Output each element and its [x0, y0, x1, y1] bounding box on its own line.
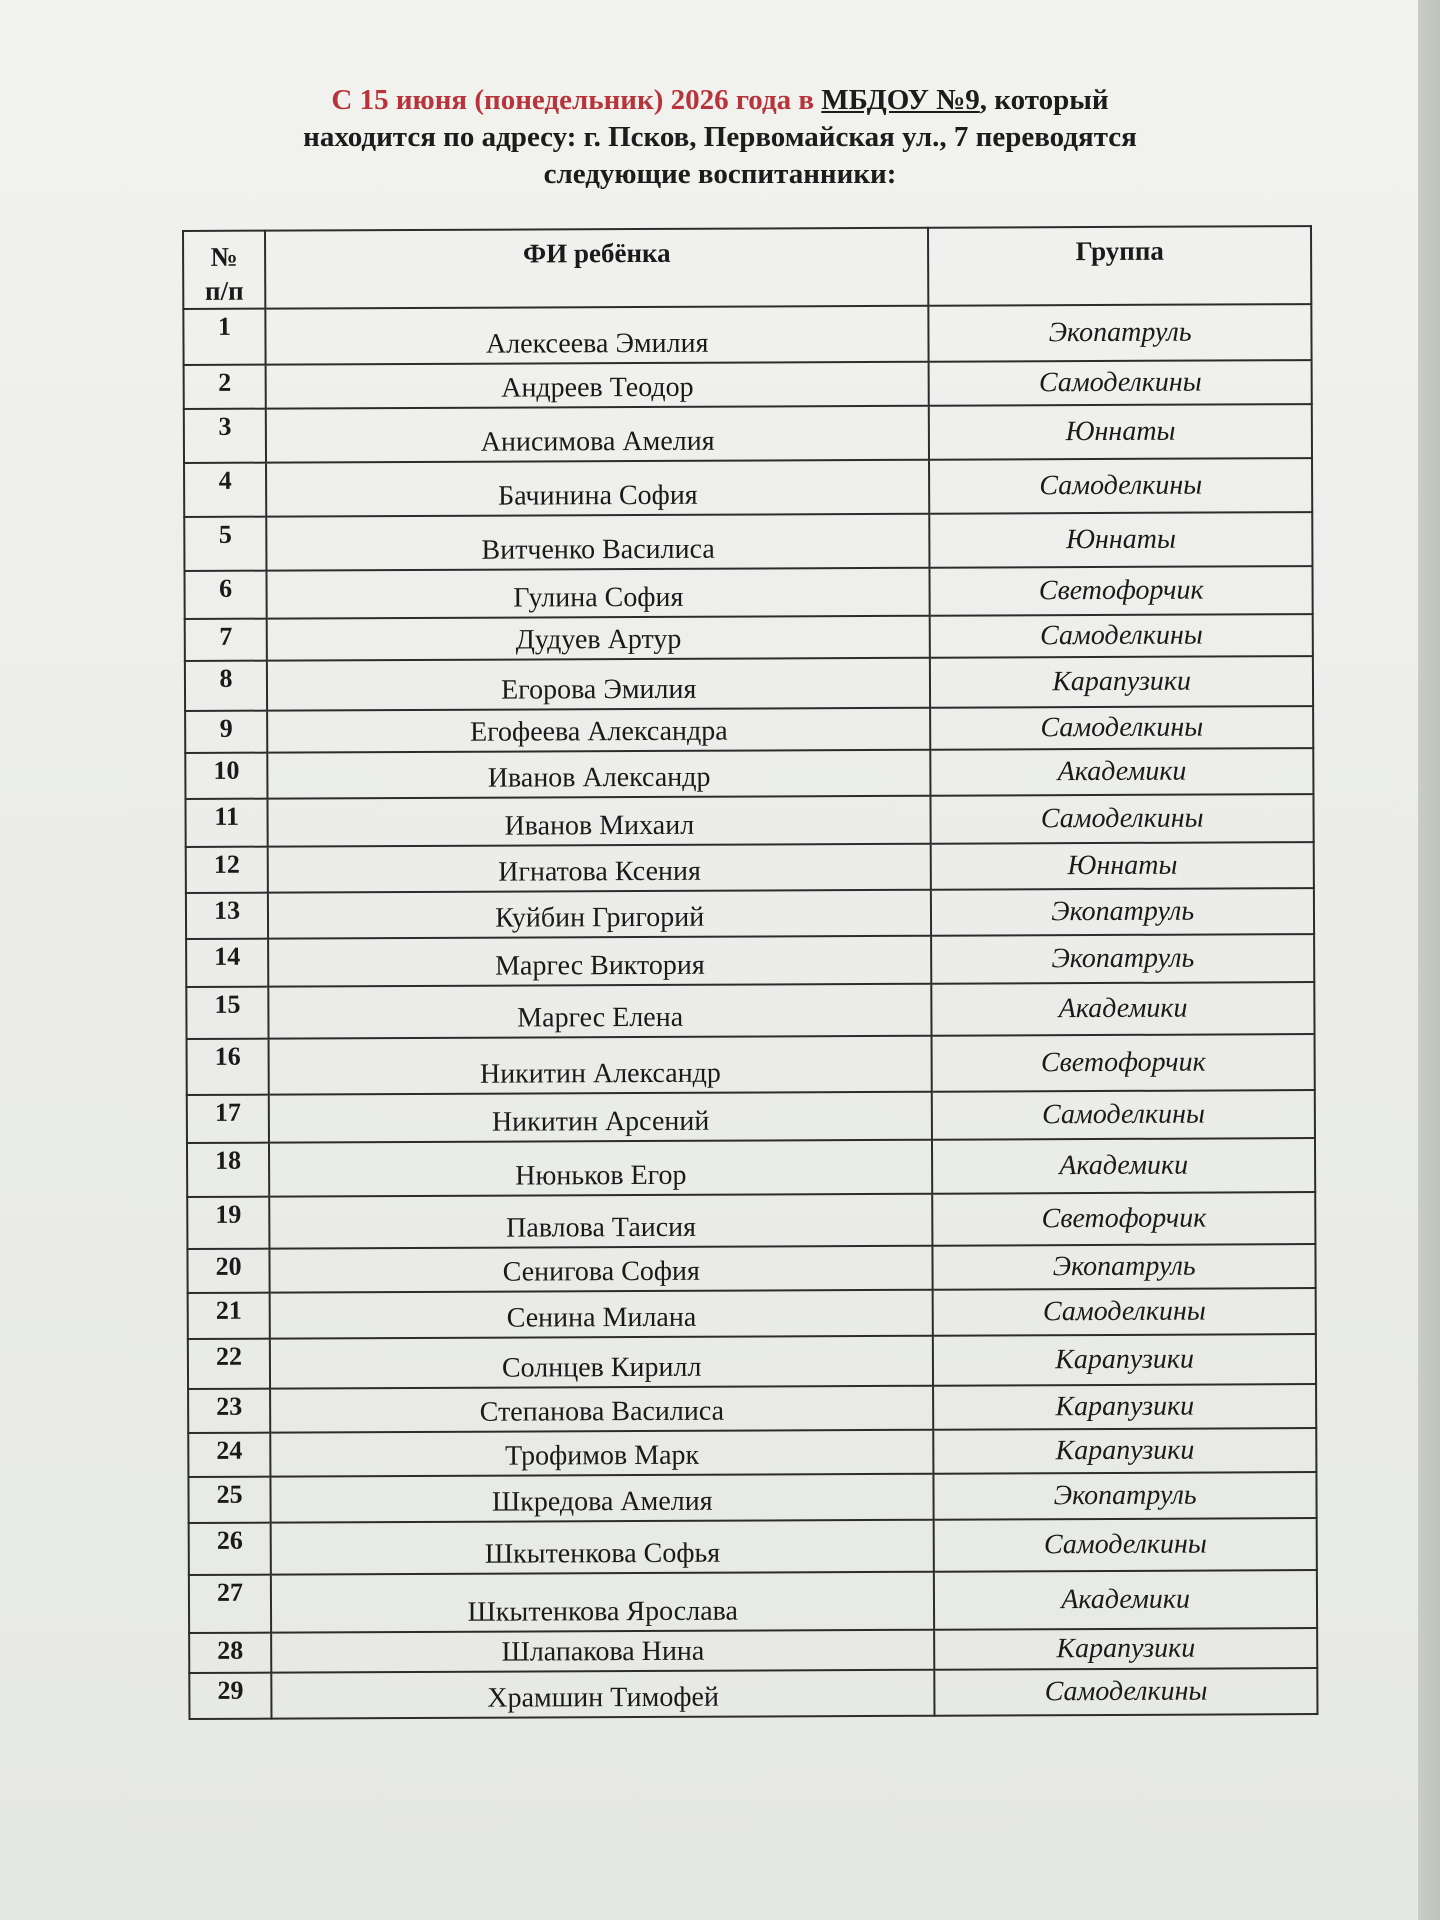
- child-name: Солнцев Кирилл: [270, 1336, 933, 1389]
- group-name: Карапузики: [933, 1334, 1316, 1386]
- row-number: 29: [189, 1673, 271, 1719]
- child-name: Игнатова Ксения: [268, 844, 931, 893]
- child-name: Никитин Александр: [269, 1036, 932, 1095]
- group-name: Юннаты: [929, 404, 1312, 460]
- table-row: [185, 748, 1313, 799]
- row-number: 10: [185, 753, 267, 799]
- column-header-name: ФИ ребёнка: [265, 228, 929, 309]
- column-header-number-line2: п/п: [204, 275, 244, 306]
- child-name: Шлапакова Нина: [271, 1630, 934, 1673]
- group-name: Экопатруль: [931, 888, 1314, 936]
- table-row: [184, 512, 1312, 571]
- row-number: 20: [187, 1249, 269, 1293]
- row-number: 28: [189, 1633, 271, 1673]
- child-name: Иванов Александр: [267, 750, 930, 799]
- table-header-row: [183, 226, 1311, 309]
- child-name: Шкытенкова Софья: [271, 1520, 934, 1575]
- table-row: [186, 982, 1314, 1039]
- table-row: [185, 656, 1313, 711]
- table-row: [185, 614, 1313, 661]
- table-row: [187, 1192, 1315, 1249]
- table-row: [184, 360, 1312, 409]
- document-heading: [150, 82, 1290, 193]
- table-row: [188, 1334, 1316, 1389]
- child-name: Маргес Елена: [268, 984, 931, 1039]
- table-row: [187, 1138, 1315, 1197]
- child-name: Егорова Эмилия: [267, 658, 930, 711]
- table-row: [189, 1668, 1317, 1719]
- group-name: Экопатруль: [934, 1472, 1317, 1520]
- table-row: [184, 404, 1312, 463]
- row-number: 26: [189, 1523, 271, 1575]
- table-row: [186, 934, 1314, 987]
- table-row: [187, 1034, 1315, 1095]
- child-name: Дудуев Артур: [267, 616, 930, 661]
- row-number: 17: [187, 1095, 269, 1143]
- table-row: [184, 458, 1312, 517]
- child-name: Никитин Арсений: [269, 1092, 932, 1143]
- group-name: Академики: [932, 1138, 1315, 1194]
- heading-line-1-rest: , который: [979, 84, 1109, 116]
- child-name: Степанова Василиса: [270, 1386, 933, 1433]
- row-number: 6: [184, 571, 266, 619]
- row-number: 14: [186, 939, 268, 987]
- group-name: Экопатруль: [933, 1244, 1316, 1290]
- group-name: Карапузики: [934, 1428, 1317, 1474]
- child-name: Алексеева Эмилия: [265, 306, 928, 365]
- group-name: Самоделкины: [932, 1090, 1315, 1140]
- row-number: 23: [188, 1389, 270, 1433]
- table-row: [188, 1288, 1316, 1339]
- row-number: 25: [188, 1477, 270, 1523]
- child-name: Гулина София: [267, 568, 930, 619]
- table-row: [189, 1518, 1317, 1575]
- heading-institution: МБДОУ №9: [821, 84, 980, 116]
- child-name: Храмшин Тимофей: [271, 1670, 934, 1719]
- row-number: 8: [185, 661, 267, 711]
- pupils-table: [182, 225, 1318, 1720]
- child-name: Анисимова Амелия: [266, 406, 929, 463]
- table-row: [186, 842, 1314, 893]
- row-number: 15: [186, 987, 268, 1039]
- table-row: [188, 1428, 1316, 1477]
- group-name: Самоделкины: [933, 1288, 1316, 1336]
- row-number: 2: [184, 365, 266, 409]
- table-row: [188, 1472, 1316, 1523]
- row-number: 4: [184, 463, 266, 517]
- group-name: Самоделкины: [930, 614, 1313, 658]
- child-name: Трофимов Марк: [270, 1430, 933, 1477]
- row-number: 22: [188, 1339, 270, 1389]
- child-name: Павлова Таисия: [269, 1194, 932, 1249]
- table-row: [188, 1384, 1316, 1433]
- table-row: [187, 1244, 1315, 1293]
- child-name: Иванов Михаил: [268, 796, 931, 847]
- child-name: Нюньков Егор: [269, 1140, 932, 1197]
- group-name: Светофорчик: [930, 566, 1313, 616]
- row-number: 19: [187, 1197, 269, 1249]
- child-name: Андреев Теодор: [266, 362, 929, 409]
- row-number: 13: [186, 893, 268, 939]
- child-name: Сенигова София: [270, 1246, 933, 1293]
- group-name: Самоделкины: [931, 794, 1314, 844]
- group-name: Академики: [934, 1570, 1317, 1630]
- group-name: Самоделкины: [930, 706, 1313, 750]
- child-name: Куйбин Григорий: [268, 890, 931, 939]
- row-number: 16: [187, 1039, 269, 1095]
- child-name: Маргес Виктория: [268, 936, 931, 987]
- group-name: Карапузики: [930, 656, 1313, 708]
- group-name: Карапузики: [934, 1628, 1317, 1670]
- row-number: 21: [188, 1293, 270, 1339]
- group-name: Самоделкины: [934, 1518, 1317, 1572]
- row-number: 7: [185, 619, 267, 661]
- table-row: [186, 888, 1314, 939]
- child-name: Егофеева Александра: [267, 708, 930, 753]
- group-name: Светофорчик: [933, 1192, 1316, 1246]
- table-row: [183, 304, 1311, 365]
- heading-line-2: находится по адресу: г. Псков, Первомайская ул., 7 переводятся: [303, 121, 1137, 153]
- heading-line-1: [150, 82, 1290, 119]
- sheet-edge: [1418, 0, 1440, 1920]
- table-row: [189, 1570, 1317, 1633]
- row-number: 3: [184, 409, 266, 463]
- group-name: Карапузики: [933, 1384, 1316, 1430]
- group-name: Самоделкины: [935, 1668, 1318, 1716]
- table-row: [189, 1628, 1317, 1673]
- row-number: 12: [186, 847, 268, 893]
- group-name: Академики: [931, 748, 1314, 796]
- child-name: Шкытенкова Ярослава: [271, 1572, 934, 1633]
- heading-line-3: следующие воспитанники:: [543, 158, 897, 190]
- group-name: Экопатруль: [929, 304, 1312, 362]
- group-name: Самоделкины: [929, 458, 1312, 514]
- table-row: [187, 1090, 1315, 1143]
- row-number: 9: [185, 711, 267, 753]
- child-name: Бачинина София: [266, 460, 929, 517]
- child-name: Витченко Василиса: [266, 514, 929, 571]
- row-number: 11: [185, 799, 267, 847]
- table-row: [185, 706, 1313, 753]
- child-name: Шкредова Амелия: [271, 1474, 934, 1523]
- group-name: Экопатруль: [931, 934, 1314, 984]
- row-number: 24: [188, 1433, 270, 1477]
- group-name: Самоделкины: [929, 360, 1312, 406]
- group-name: Юннаты: [930, 512, 1313, 568]
- row-number: 5: [184, 517, 266, 571]
- column-header-number: [183, 231, 265, 309]
- group-name: Юннаты: [931, 842, 1314, 890]
- row-number: 1: [183, 309, 265, 365]
- child-name: Сенина Милана: [270, 1290, 933, 1339]
- heading-date-text: С 15 июня (понедельник) 2026 года в: [331, 84, 822, 116]
- column-header-group: Группа: [928, 226, 1311, 306]
- column-header-number-line1: №: [210, 241, 238, 272]
- row-number: 27: [189, 1575, 271, 1633]
- group-name: Светофорчик: [932, 1034, 1315, 1092]
- group-name: Академики: [932, 982, 1315, 1036]
- table-row: [185, 794, 1313, 847]
- table-row: [184, 566, 1312, 619]
- row-number: 18: [187, 1143, 269, 1197]
